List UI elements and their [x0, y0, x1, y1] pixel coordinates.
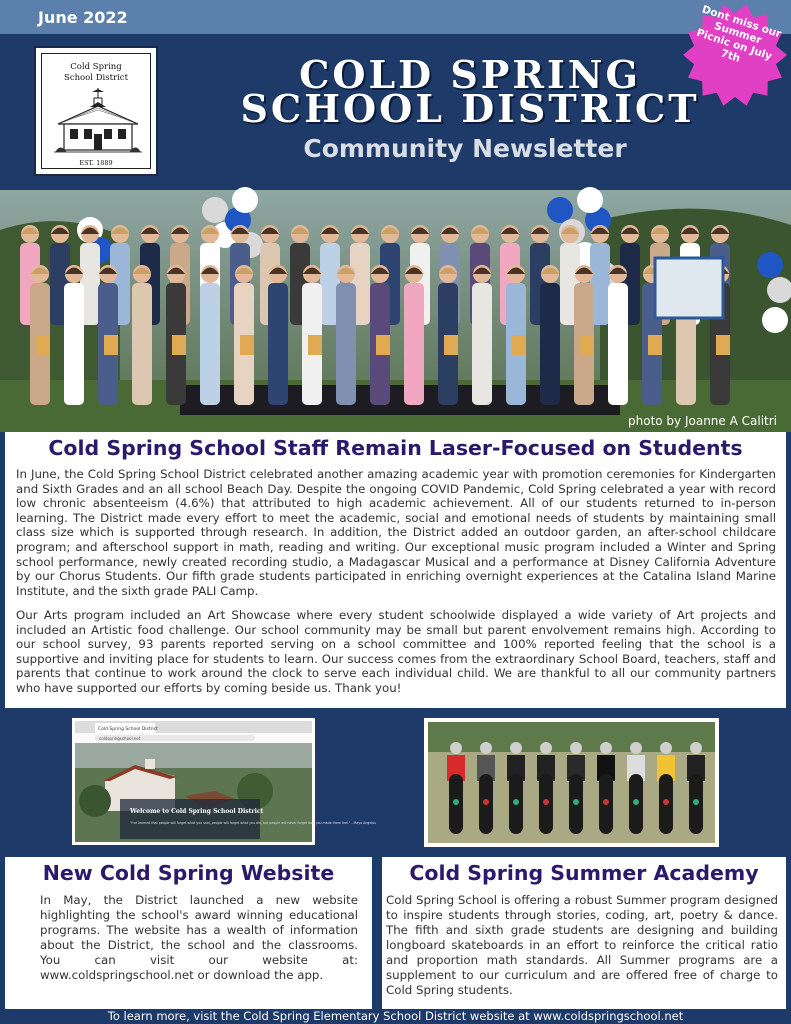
district-logo — [34, 46, 158, 176]
picnic-badge-text: Dont miss our Summer Picnic on July 7th — [694, 3, 783, 65]
browser-tab-title: Cold Spring School District — [98, 727, 158, 732]
website-browser-illustration — [75, 721, 377, 842]
footer-text: To learn more, visit the Cold Spring Elementary School District website at www.coldspringschool.net — [107, 1009, 684, 1023]
website-hero-title: Welcome to Cold Spring School District — [130, 808, 264, 815]
logo-line1: Cold Spring — [70, 62, 122, 72]
photo-credit: photo by Joanne A Calitri — [628, 414, 777, 428]
issue-date: June 2022 — [38, 8, 128, 27]
masthead-line1: COLD SPRING — [299, 52, 641, 97]
summer-academy-section — [382, 857, 786, 1009]
summer-body: Cold Spring School is offering a robust Summer program designed to inspire students through stories, coding, art, poetry & dance. The fifth and sixth grade students are designing and building longboard skateboards in an effort to reinforce the critical ratio and proportion math standards. All Summer programs are a supplement to our curriculum and are offered free of charge to Cold Spring students. — [386, 893, 778, 997]
logo-line2: School District — [64, 73, 128, 83]
group-photo-illustration — [0, 190, 791, 432]
website-screenshot — [72, 718, 377, 845]
article-title: Cold Spring School Staff Remain Laser-Focused on Students — [48, 436, 743, 460]
article-paragraph-2: Our Arts program included an Art Showcase where every student schoolwide displayed a wide variety of Art projects and included an Artistic food challenge. Our school community may be small but parent envolvement remains high. According to our school survey, 93 parents reported serving on a school committee and 100% reported feeling that the school is a supportive and inviting place for students to learn. Our success comes from the extraordinary School Board, teachers, staff and parents that continue to work around the clock to serve each individual child. We are thankful to all our community partners who have supported our efforts by coming beside us. Thank you! — [16, 608, 776, 695]
website-hero-text: "I've learned that people will forget what you said, people will forget what you did, but people will never forget how you made them feel." - Maya Angelou — [130, 821, 377, 825]
newsletter-subtitle: Community Newsletter — [303, 134, 627, 163]
skateboard-photo — [424, 718, 719, 847]
article-paragraph-1: In June, the Cold Spring School District celebrated another amazing academic year with promotion ceremonies for Kindergarten and Sixth Grades and an all school Beach Day. Despite the ongoing COVID Pandemic, Cold Spring celebrated a year with record low chronic absenteeism (4.6%) that attributed to high academic achievement. All of our students returned to in-person learning. The District made every effort to meet the academic, social and emotional needs of students by maintaining small class size which is supported through research. In addition, the District added an outdoor garden, an after-school childcare program; and afterschool support in math, reading and writing. Our exceptional music program included a Winter and Spring school performance, newly created recording studio, a Madagascar Musical and a performance at Disney California Adventure by our Chorus Students. Our fifth grade students participated in enriching overnight experiences at the Catalina Island Marine Institute, and the sixth grade PALI Camp. — [16, 467, 776, 598]
summer-title: Cold Spring Summer Academy — [409, 861, 759, 885]
website-body: In May, the District launched a new website highlighting the school's award winning educational programs. The website has a wealth of information about the District, the school and the classrooms. You can visit our website at: www.coldspringschool.net or download the app. — [40, 893, 358, 982]
skateboard-students-illustration — [428, 722, 715, 843]
masthead-line2: SCHOOL DISTRICT — [240, 86, 700, 131]
graduation-photo — [0, 190, 791, 432]
website-title: New Cold Spring Website — [42, 861, 335, 885]
schoolhouse-icon — [54, 86, 142, 158]
top-bar — [0, 0, 791, 34]
logo-established: EST. 1889 — [79, 159, 113, 167]
website-section — [5, 857, 372, 1009]
main-article — [5, 432, 786, 708]
browser-url: coldspringschool.net — [99, 735, 141, 741]
